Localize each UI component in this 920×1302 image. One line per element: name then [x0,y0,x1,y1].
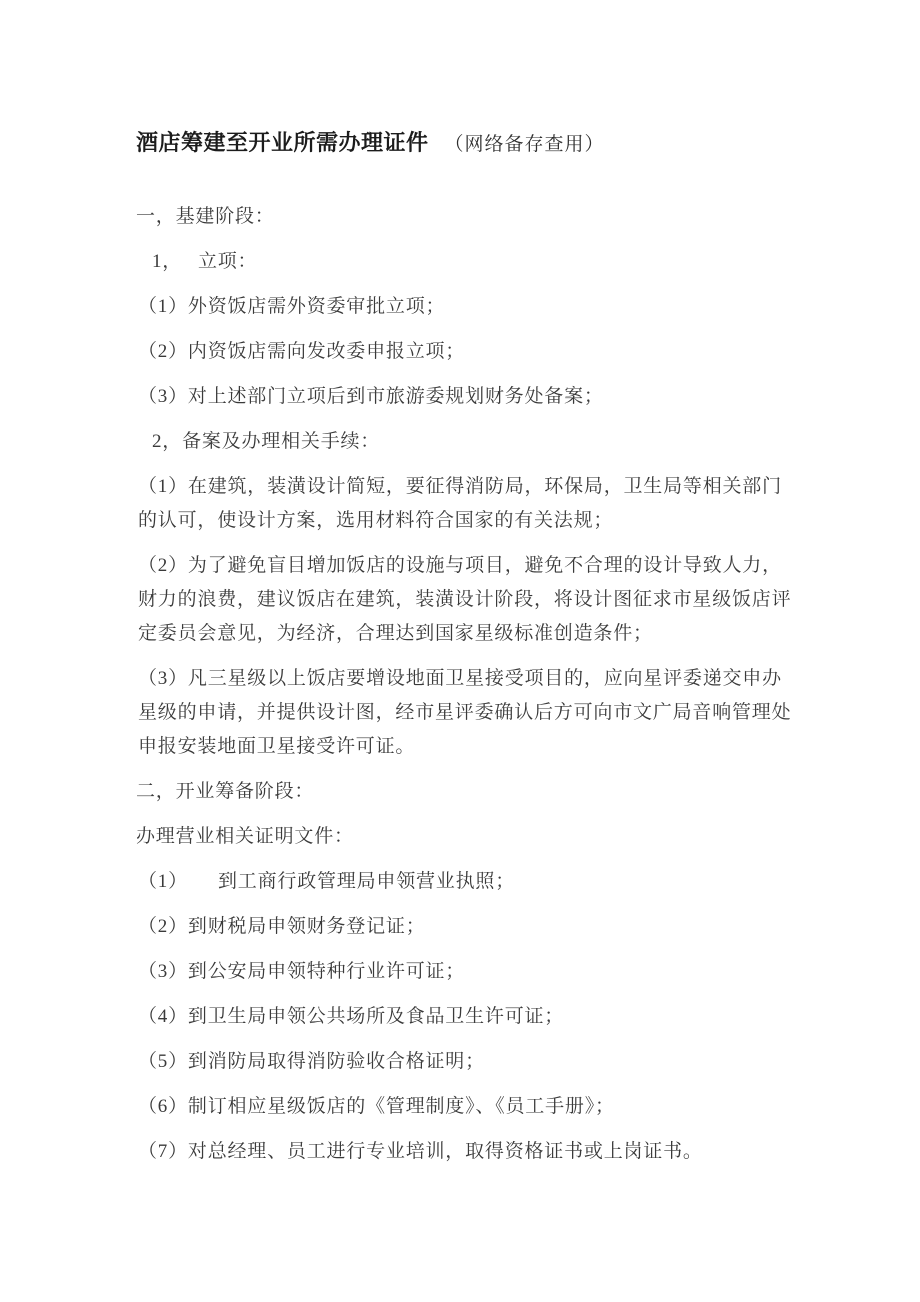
paragraph: （1）在建筑，装潢设计简短，要征得消防局，环保局，卫生局等相关部门的认可，使设计方案，选用材料符合国家的有关法规； [138,476,782,531]
paragraph: （4）到卫生局申领公共场所及食品卫生许可证； [138,1006,565,1027]
paragraph: 二，开业筹备阶段： [136,781,315,802]
paragraph: 办理营业相关证明文件： [136,826,354,847]
paragraph: （1） 到工商行政管理局申领营业执照； [138,871,516,892]
document-body [136,200,792,1169]
paragraph: 1， 立项： [152,251,258,272]
paragraph: （6）制订相应星级饭店的《管理制度》、《员工手册》； [138,1096,615,1117]
paragraph: （3）对上述部门立项后到市旅游委规划财务处备案； [138,386,604,407]
document-title [136,128,792,160]
paragraph: 2，备案及办理相关手续： [152,431,381,452]
document-title-note: （网络备存查用） [444,134,605,155]
paragraph: （1）外资饭店需外资委审批立项； [138,296,446,317]
document-title-text: 酒店筹建至开业所需办理证件 [136,130,429,155]
paragraph: （5）到消防局取得消防验收合格证明； [138,1051,485,1072]
paragraph: （7）对总经理、员工进行专业培训，取得资格证书或上岗证书。 [138,1141,703,1162]
paragraph: （3）凡三星级以上饭店要增设地面卫星接受项目的，应向星评委递交申办星级的申请，并提供设计图，经市星评委确认后方可向市文广局音响管理处申报安装地面卫星接受许可证。 [138,668,792,757]
paragraph: （2）到财税局申领财务登记证； [138,916,426,937]
paragraph: （2）内资饭店需向发改委申报立项； [138,341,466,362]
paragraph: （2）为了避免盲目增加饭店的设施与项目，避免不合理的设计导致人力，财力的浪费，建议饭店在建筑，装潢设计阶段，将设计图征求市星级饭店评定委员会意见，为经济，合理达到国家星级标准创造条件； [138,555,792,644]
paragraph: 一，基建阶段： [136,206,275,227]
paragraph: （3）到公安局申领特种行业许可证； [138,961,466,982]
